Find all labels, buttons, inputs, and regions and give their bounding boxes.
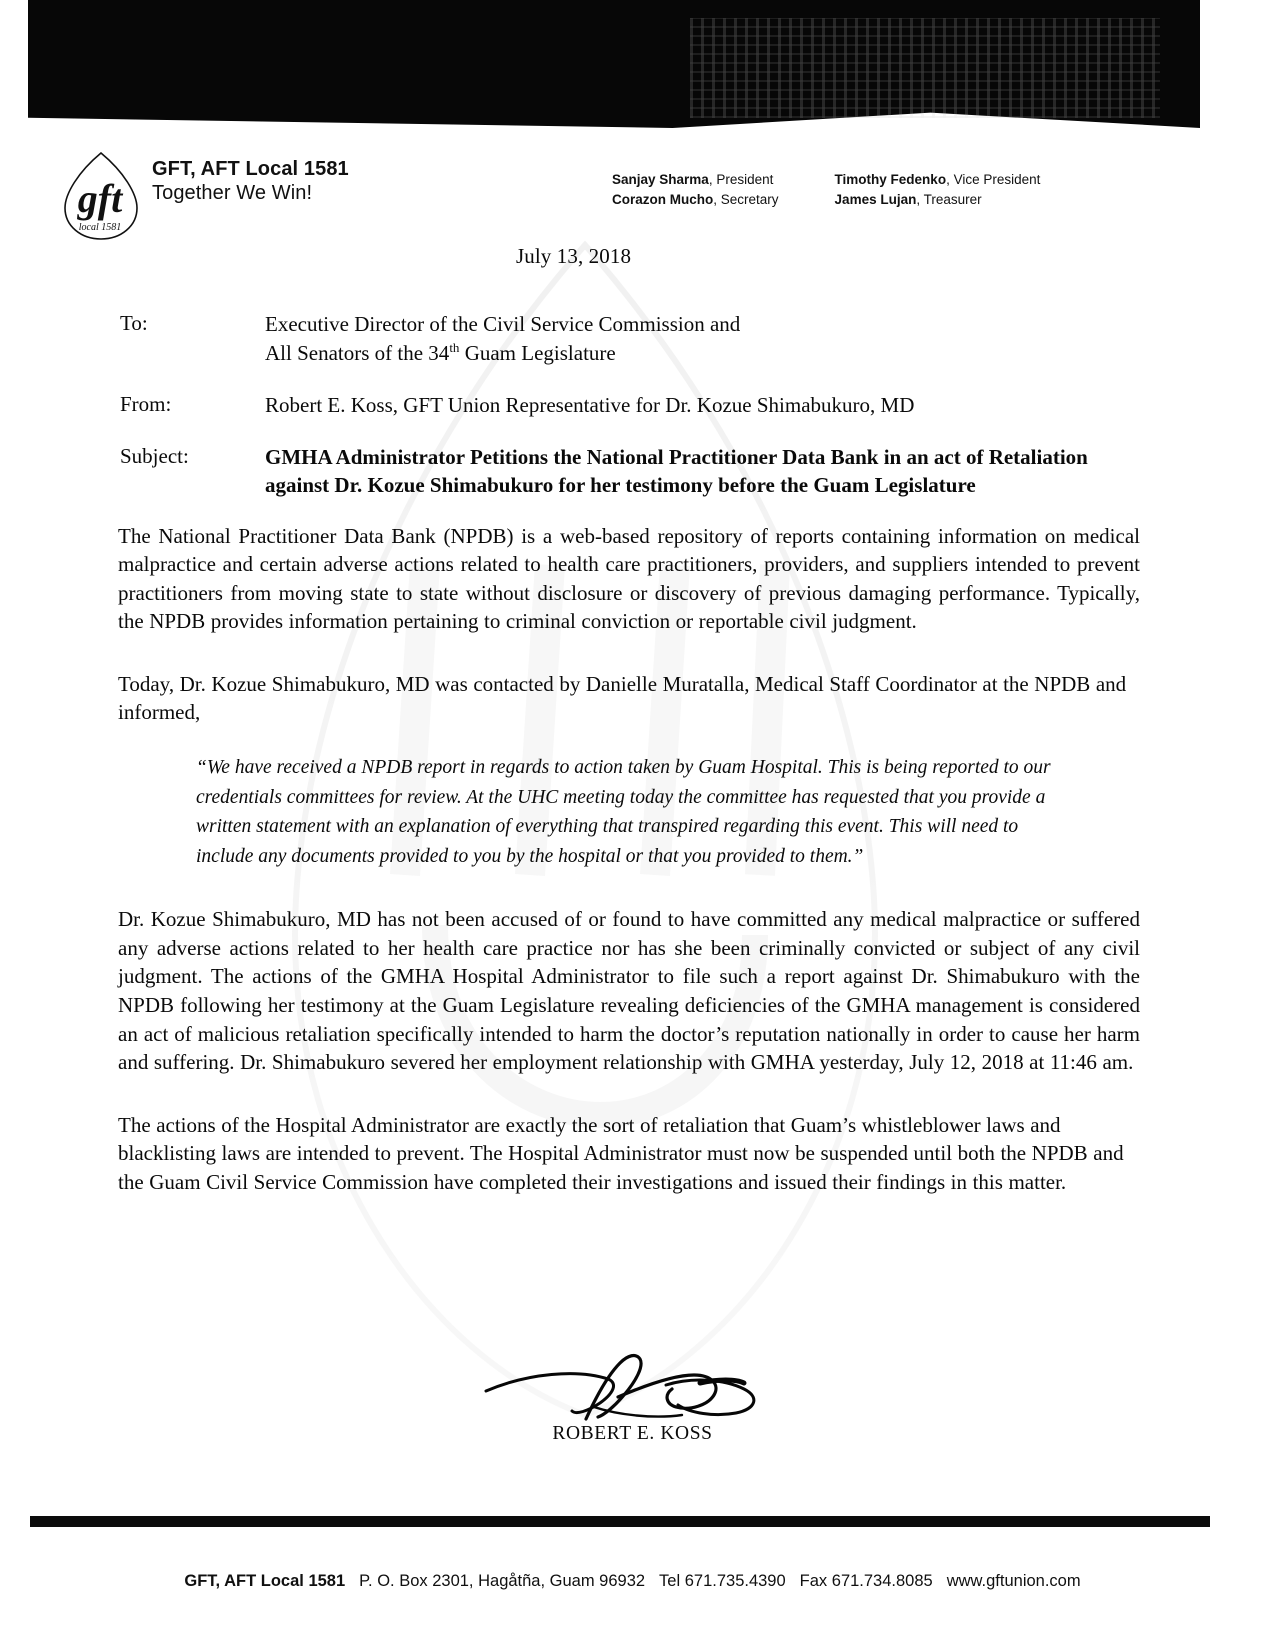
officers-list bbox=[612, 170, 1040, 210]
to-value bbox=[265, 311, 740, 368]
officer-title: Vice President bbox=[953, 172, 1041, 187]
footer-fax: Fax 671.734.8085 bbox=[799, 1572, 933, 1590]
blockquote-npdb-message: “We have received a NPDB report in regards to action taken by Guam Hospital. This is being reported to our credentials committees for review. At the UHC meeting today the committee has requested that you provide a written statement with an explanation of everything that transpired regarding this event. This will need to include any documents provided to you by the hospital or that you provided to them.” bbox=[196, 756, 1051, 867]
officer-row: Timothy Fedenko, Vice President bbox=[834, 172, 1041, 187]
footer-org: GFT, AFT Local 1581 bbox=[184, 1572, 346, 1590]
officer-name: Timothy Fedenko bbox=[834, 172, 947, 187]
to-line-2: All Senators of the 34th Guam Legislature bbox=[265, 339, 616, 365]
footer-tel: Tel 671.735.4390 bbox=[659, 1572, 786, 1590]
officers-column-right bbox=[835, 170, 1041, 210]
paragraph-contact-notice: Today, Dr. Kozue Shimabukuro, MD was contacted by Danielle Muratalla, Medical Staff Coordinator at the NPDB and informed, bbox=[118, 671, 1127, 725]
officer-row: Sanjay Sharma, President bbox=[612, 172, 774, 187]
signature-block bbox=[0, 1345, 1265, 1445]
letter-paragraphs bbox=[118, 522, 1140, 1197]
footer-website: www.gftunion.com bbox=[946, 1572, 1081, 1590]
scan-black-band bbox=[28, 0, 1200, 128]
to-label: To: bbox=[120, 311, 148, 335]
handwritten-signature-icon bbox=[468, 1345, 798, 1427]
officer-row: Corazon Mucho, Secretary bbox=[612, 191, 779, 207]
svg-text:local 1581: local 1581 bbox=[78, 222, 122, 233]
letter-body bbox=[0, 244, 1265, 1196]
officer-name: James Lujan bbox=[834, 191, 917, 207]
letterhead bbox=[0, 150, 1265, 240]
signature-name: ROBERT E. KOSS bbox=[552, 1423, 713, 1444]
officer-name: Sanjay Sharma bbox=[612, 172, 709, 187]
organization-name: GFT, AFT Local 1581 bbox=[152, 158, 349, 180]
officer-title: President bbox=[716, 172, 774, 187]
organization-tagline: Together We Win! bbox=[152, 181, 313, 204]
officers-column-left bbox=[612, 170, 779, 210]
officer-title: Secretary bbox=[720, 191, 779, 207]
paragraph-suspension-demand: The actions of the Hospital Administrator are exactly the sort of retaliation that Guam’s whistleblower laws and blacklisting laws are intended to prevent. The Hospital Administrator must now be suspended until both the NPDB and the Guam Civil Service Commission have completed their investigations and issued their findings in this matter. bbox=[118, 1112, 1124, 1194]
footer-contact bbox=[0, 1572, 1265, 1591]
memo-header-block bbox=[120, 311, 1265, 500]
svg-text:gft: gft bbox=[77, 176, 123, 221]
from-value: Robert E. Koss, GFT Union Representative for Dr. Kozue Shimabukuro, MD bbox=[265, 392, 915, 417]
subject-label: Subject: bbox=[120, 443, 189, 468]
organization-logo bbox=[60, 150, 349, 242]
from-label: From: bbox=[120, 391, 172, 416]
memo-row-subject bbox=[120, 444, 1265, 500]
footer-address: P. O. Box 2301, Hagåtña, Guam 96932 bbox=[359, 1572, 646, 1590]
memo-row-to bbox=[120, 311, 1265, 368]
officer-title: Treasurer bbox=[923, 191, 982, 207]
officer-row: James Lujan, Treasurer bbox=[834, 191, 982, 207]
footer-divider bbox=[30, 1516, 1210, 1527]
memo-row-from bbox=[120, 392, 1265, 420]
letter-date: July 13, 2018 bbox=[516, 244, 632, 268]
gft-logo-icon bbox=[60, 150, 142, 242]
subject-value: GMHA Administrator Petitions the National Practitioner Data Bank in an act of Retaliation against Dr. Kozue Shimabukuro for her testimony before the Guam Legislature bbox=[265, 444, 1088, 497]
officer-name: Corazon Mucho bbox=[612, 191, 714, 207]
paragraph-retaliation-claim: Dr. Kozue Shimabukuro, MD has not been accused of or found to have committed any medical malpractice or suffered any adverse actions related to her health care practice nor has she been criminally convicted or subject of any civil judgment. The actions of the GMHA Hospital Administrator to file such a report against Dr. Shimabukuro with the NPDB following her testimony at the Guam Legislature revealing deficiencies of the GMHA management is considered an act of malicious retaliation specifically intended to harm the doctor’s reputation nationally in order to cause her harm and suffering. Dr. Shimabukuro severed her employment relationship with GMHA yesterday, July 12, 2018 at 11:46 am. bbox=[118, 907, 1140, 1075]
paragraph-npdb-definition: The National Practitioner Data Bank (NPDB) is a web-based repository of reports containing information on medical malpractice and certain adverse actions related to health care practitioners, providers, and suppliers intended to prevent practitioners from moving state to state without disclosure or discovery of previous damaging performance. Typically, the NPDB provides information pertaining to criminal conviction or reportable civil judgment. bbox=[118, 523, 1140, 634]
to-line-1: Executive Director of the Civil Service Commission and bbox=[265, 312, 741, 336]
